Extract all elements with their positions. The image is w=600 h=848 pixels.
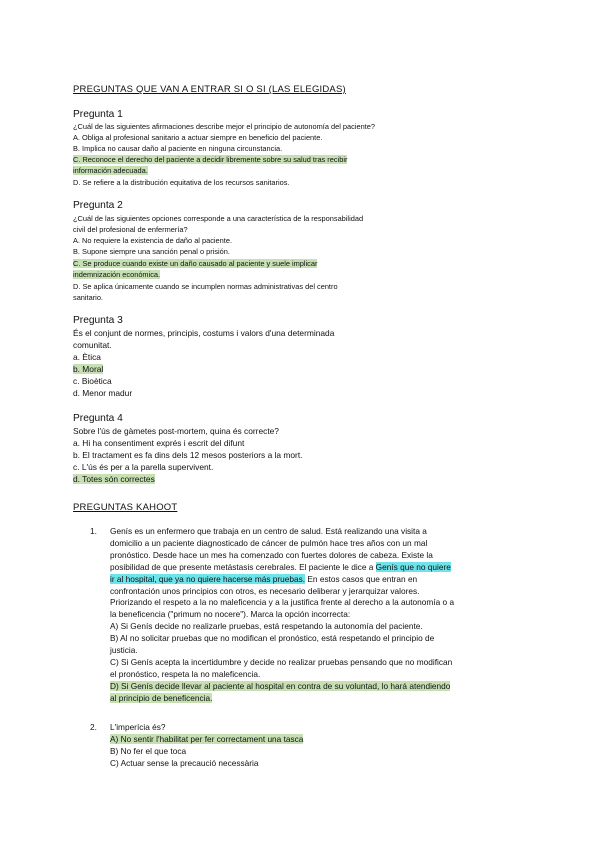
highlighted-text: al principio de beneficencia.: [110, 692, 213, 703]
question-1-line: B. Implica no causar daño al paciente en ninguna circunstancia.: [73, 144, 283, 153]
text-line: [110, 669, 530, 681]
text-segment: domicilio a un paciente diagnosticado de cáncer de pulmón hace tres años con un mal: [110, 537, 428, 548]
text-line: [110, 734, 530, 746]
question-2-line: ¿Cuál de las siguientes opciones corresponde a una característica de la responsabilidad: [73, 214, 364, 223]
text-segment: confrontación unos principios con otros, es necesario deliberar y jerarquizar valores.: [110, 585, 420, 596]
question-4-answer-highlight: d. Totes són correctes: [73, 474, 155, 484]
highlighted-text: ir al hospital, que ya no quiere hacerse más pruebas.: [110, 573, 306, 584]
list-number: 1.: [90, 526, 97, 536]
text-segment: En estos casos que entran en: [305, 573, 418, 584]
question-2-line: B. Supone siempre una sanción penal o prisión.: [73, 247, 230, 256]
question-3-line: És el conjunt de normes, principis, costums i valors d'una determinada: [73, 328, 335, 338]
question-3-line: a. Ètica: [73, 352, 101, 362]
question-3-line: c. Bioètica: [73, 376, 112, 386]
question-2-line: D. Se aplica únicamente cuando se incumplen normas administrativas del centro: [73, 282, 338, 291]
question-3-answer-highlight: b. Moral: [73, 364, 104, 374]
text-line: [110, 758, 530, 770]
question-4-line: b. El tractament es fa dins dels 12 mesos posteriors a la mort.: [73, 450, 303, 460]
question-1-line: D. Se refiere a la distribución equitativa de los recursos sanitarios.: [73, 178, 290, 187]
text-line: [110, 526, 530, 538]
question-1-title: Pregunta 1: [73, 109, 123, 120]
question-2-line: A. No requiere la existencia de daño al paciente.: [73, 236, 232, 245]
text-line: [110, 681, 530, 693]
text-line: [110, 597, 530, 609]
kahoot-question-text: [110, 722, 530, 770]
question-3-line: d. Menor madur: [73, 388, 133, 398]
text-segment: el pronóstico, respeta la no maleficencia.: [110, 668, 261, 679]
text-line: [110, 693, 530, 705]
text-segment: pronóstico. Desde hace un mes ha comenzado con fuertes dolores de cabeza. Existe la: [110, 549, 433, 560]
text-line: [110, 746, 530, 758]
question-4-line: a. Hi ha consentiment exprés i escrit del difunt: [73, 438, 245, 448]
text-line: [110, 609, 530, 621]
question-1-line: ¿Cuál de las siguientes afirmaciones describe mejor el principio de autonomía del paciente?: [73, 122, 375, 131]
question-3-line: comunitat.: [73, 340, 112, 350]
text-segment: B) No fer el que toca: [110, 745, 187, 756]
question-1-answer-highlight: información adecuada.: [73, 166, 148, 175]
text-line: [110, 550, 530, 562]
text-line: [110, 621, 530, 633]
text-segment: justicia.: [110, 645, 138, 656]
question-4-line: Sobre l'ús de gàmetes post-mortem, quina és correcte?: [73, 426, 279, 436]
question-3-title: Pregunta 3: [73, 315, 123, 326]
section-heading-elegidas: PREGUNTAS QUE VAN A ENTRAR SI O SI (LAS ELEGIDAS): [73, 84, 346, 95]
highlighted-text: D) Si Genís decide llevar al paciente al hospital en contra de su voluntad, lo hará atendiendo: [110, 680, 451, 691]
text-segment: A) Si Genís decide no realizarle pruebas, está respetando la autonomía del paciente.: [110, 621, 423, 632]
text-line: [110, 562, 530, 574]
question-1-answer-highlight: C. Reconoce el derecho del paciente a decidir libremente sobre su salud tras recibir: [73, 155, 348, 164]
text-segment: posibilidad de que presente metástasis cerebrales. El paciente le dice a: [110, 561, 376, 572]
question-4-line: c. L'ús és per a la parella supervivent.: [73, 462, 214, 472]
question-2-answer-highlight: indemnización económica.: [73, 270, 161, 279]
text-segment: Genís es un enfermero que trabaja en un centro de salud. Está realizando una visita a: [110, 526, 427, 536]
text-segment: C) Actuar sense la precaució necessària: [110, 757, 259, 768]
text-line: [110, 645, 530, 657]
question-2-line: civil del profesional de enfermería?: [73, 225, 188, 234]
section-heading-kahoot: PREGUNTAS KAHOOT: [73, 502, 178, 513]
question-2-answer-highlight: C. Se produce cuando existe un daño causado al paciente y suele implicar: [73, 259, 318, 268]
highlighted-text: A) No sentir l'habilitat per fer correctament una tasca: [110, 733, 304, 744]
question-1-line: A. Obliga al profesional sanitario a actuar siempre en beneficio del paciente.: [73, 133, 323, 142]
question-2-line: sanitario.: [73, 293, 103, 302]
text-line: [110, 574, 530, 586]
text-line: [110, 586, 530, 598]
text-segment: C) Si Genís acepta la incertidumbre y decide no realizar pruebas pensando que no modifican: [110, 656, 453, 667]
list-number: 2.: [90, 722, 97, 732]
text-segment: Priorizando el respeto a la no maleficencia y a la justifica frente al derecho a la autonomía o a: [110, 597, 455, 608]
text-line: [110, 538, 530, 550]
question-2-title: Pregunta 2: [73, 200, 123, 211]
text-segment: la beneficencia ("primum no nocere"). Marca la opción incorrecta:: [110, 609, 351, 620]
text-line: [110, 722, 530, 734]
question-4-title: Pregunta 4: [73, 413, 123, 424]
text-line: [110, 633, 530, 645]
highlighted-text: Genís que no quiere: [375, 561, 451, 572]
text-line: [110, 657, 530, 669]
text-segment: B) Al no solicitar pruebas que no modifican el pronóstico, está respetando el principio de: [110, 633, 435, 644]
kahoot-question-text: [110, 526, 530, 705]
text-segment: L'imperícia és?: [110, 722, 166, 732]
